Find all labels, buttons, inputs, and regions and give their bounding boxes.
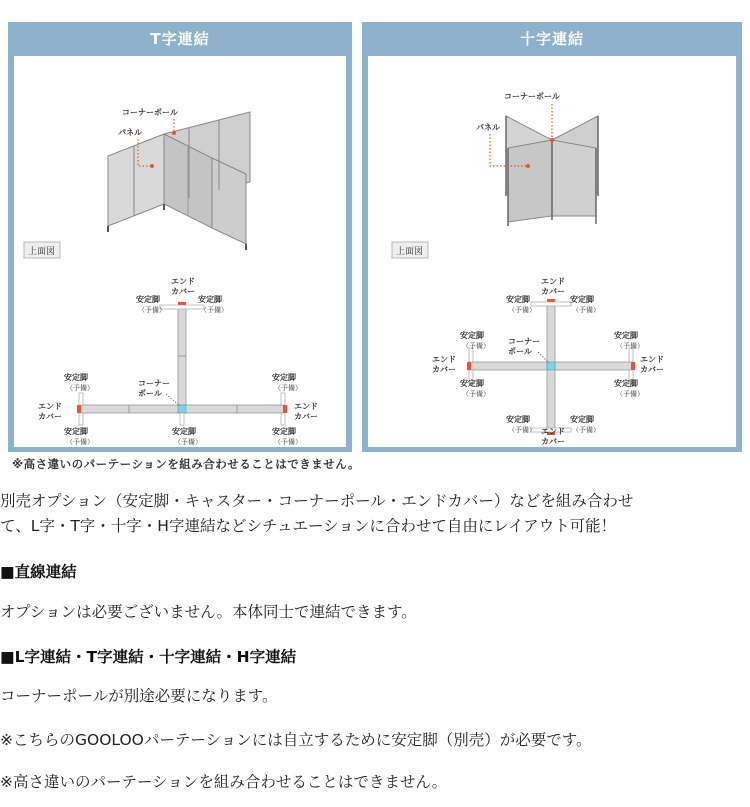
cross-stab-right-top: 安定脚 — [614, 331, 638, 340]
section-heading-straight: ■直線連結 — [0, 563, 77, 581]
t-spare-tr: （予備） — [200, 306, 228, 314]
t-spare-tl: （予備） — [138, 306, 166, 314]
cross-stab-br: 安定脚 — [570, 415, 594, 424]
t-corner-pole-1: コーナー — [138, 379, 170, 388]
cross-top-view-label: 上面図 — [396, 247, 424, 257]
cross-end-cover-left-1: エンド — [432, 355, 456, 364]
cross-spare-left-bottom: （予備） — [462, 390, 490, 398]
t-top-view-label: 上面図 — [28, 247, 56, 257]
t-corner-pole-label: コーナーポール — [122, 108, 178, 117]
cross-end-cover-left-2: カバー — [432, 365, 456, 374]
image-note: ※高さ違いのパーテーションを組み合わせることはできません。 — [12, 457, 360, 471]
cross-spare-right-bottom: （予備） — [616, 390, 644, 398]
t-end-cover-top-1: エンド — [171, 277, 195, 286]
section-text-corner-2: ※こちらのGOOLOOパーテーションには自立するために安定脚（別売）が必要です。 — [0, 731, 592, 749]
cross-stab-tr: 安定脚 — [570, 295, 594, 304]
t-end-cover-right-2: カバー — [294, 412, 318, 421]
cross-spare-tl: （予備） — [508, 306, 536, 314]
cross-spare-tr: （予備） — [572, 306, 600, 314]
t-end-cover-right-1: エンド — [294, 402, 318, 411]
t-spare-left-bottom: （予備） — [66, 438, 94, 446]
t-stab-tl: 安定脚 — [136, 295, 160, 304]
t-connection-panel — [8, 22, 352, 452]
cross-spare-left-top: （予備） — [462, 342, 490, 350]
cross-end-cover-bottom-1: エンド — [541, 427, 565, 436]
cross-end-cover-right-2: カバー — [640, 365, 664, 374]
t-end-cover-top-2: カバー — [171, 287, 195, 296]
cross-corner-pole-2: ポール — [508, 347, 532, 356]
t-connection-diagram — [14, 56, 346, 447]
cross-connection-panel — [362, 22, 742, 452]
t-corner-pole-2: ポール — [138, 389, 162, 398]
cross-corner-pole-1: コーナー — [508, 337, 540, 346]
cross-end-cover-top-2: カバー — [541, 287, 565, 296]
t-spare-left-top: （予備） — [66, 384, 94, 392]
cross-connection-diagram — [368, 56, 736, 447]
section-text-corner-1: コーナーポールが別途必要になります。 — [0, 687, 278, 705]
t-panel-label: パネル — [118, 128, 142, 137]
t-spare-right-top: （予備） — [274, 384, 302, 392]
cross-end-cover-bottom-2: カバー — [541, 437, 565, 446]
cross-spare-bl: （予備） — [508, 426, 536, 434]
cross-stab-left-bottom: 安定脚 — [460, 379, 484, 388]
description-line-2: て、L字・T字・十字・H字連結などシチュエーションに合わせて自由にレイアウト可能！ — [0, 517, 617, 535]
cross-top-view-diagram — [467, 299, 635, 435]
cross-connection-title: 十字連結 — [519, 30, 584, 48]
cross-stab-tl: 安定脚 — [506, 295, 530, 304]
description-line-1: 別売オプション（安定脚・キャスター・コーナーポール・エンドカバー）などを組み合わせ — [0, 492, 634, 510]
t-stab-right-bottom: 安定脚 — [272, 427, 296, 436]
t-stab-center-bottom: 安定脚 — [172, 427, 196, 436]
section-text-corner-3: ※高さ違いのパーテーションを組み合わせることはできません。 — [0, 773, 448, 791]
t-end-cover-left-2: カバー — [38, 412, 62, 421]
t-spare-center-bottom: （予備） — [174, 438, 202, 446]
t-stab-tr: 安定脚 — [198, 295, 222, 304]
t-connection-illustration — [14, 56, 346, 447]
cross-panel-label: パネル — [476, 123, 500, 132]
section-heading-corner: ■L字連結・T字連結・十字連結・H字連結 — [0, 648, 297, 666]
cross-end-cover-right-1: エンド — [640, 355, 664, 364]
t-end-cover-left-1: エンド — [38, 402, 62, 411]
t-stab-left-top: 安定脚 — [64, 373, 88, 382]
cross-stab-left-top: 安定脚 — [460, 331, 484, 340]
t-spare-right-bottom: （予備） — [274, 438, 302, 446]
cross-corner-pole-label: コーナーポール — [504, 92, 560, 101]
t-stab-right-top: 安定脚 — [272, 373, 296, 382]
cross-end-cover-top-1: エンド — [541, 277, 565, 286]
cross-spare-br: （予備） — [572, 426, 600, 434]
cross-stab-bl: 安定脚 — [506, 415, 530, 424]
t-stab-left-bottom: 安定脚 — [64, 427, 88, 436]
t-top-view-diagram — [77, 302, 287, 425]
section-text-straight: オプションは必要ございません。本体同士で連結できます。 — [0, 603, 417, 621]
cross-stab-right-bottom: 安定脚 — [614, 379, 638, 388]
cross-spare-right-top: （予備） — [616, 342, 644, 350]
cross-connection-illustration — [368, 56, 736, 447]
t-connection-title: T字連結 — [150, 30, 210, 48]
